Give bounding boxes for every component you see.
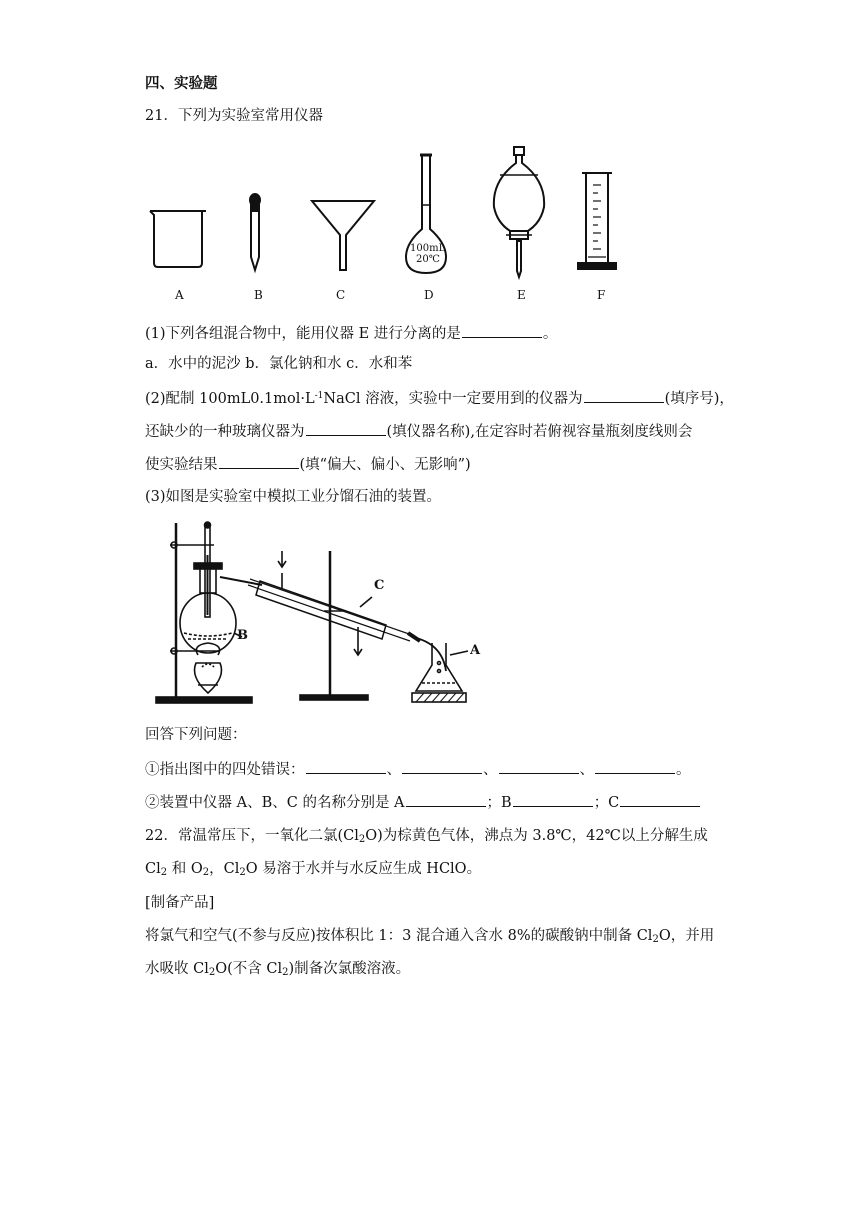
instrument-label-e: E xyxy=(517,288,526,302)
q21-part2-line2: 还缺少的一种玻璃仪器为 (填仪器名称),在定容时若俯视容量瓶刻度线则会 xyxy=(145,421,692,442)
graduated-cylinder-icon xyxy=(578,173,616,269)
answer-blank[interactable] xyxy=(219,454,299,469)
q21-answer2: ②装置中仪器 A、B、C 的名称分别是 A ；B ；C xyxy=(145,792,701,813)
q21-part1: (1)下列各组混合物中，能用仪器 E 进行分离的是 。 xyxy=(145,323,557,344)
q21-part3: (3)如图是实验室中模拟工业分馏石油的装置。 xyxy=(145,489,442,505)
q22-line2: $Cl_2$ 和 $O_2$，$Cl_2O$ 易溶于水并与水反应生成 HClO。 xyxy=(145,861,482,878)
answer-intro: 回答下列问题： xyxy=(145,727,247,743)
answer-blank[interactable] xyxy=(402,759,482,774)
distillation-apparatus-figure xyxy=(150,515,490,710)
q21-intro: 21．下列为实验室常用仪器 xyxy=(145,108,323,124)
section-title: 四、实验题 xyxy=(145,76,218,92)
flask-marking-temp: 20℃ xyxy=(416,254,440,265)
q22-subhead: [制备产品] xyxy=(145,895,215,911)
q21-answer1: ①指出图中的四处错误： 、 、 、 。 xyxy=(145,759,691,780)
answer-blank[interactable] xyxy=(595,759,675,774)
instruments-figure xyxy=(140,145,630,310)
answer-blank[interactable] xyxy=(513,792,593,807)
instrument-label-d: D xyxy=(424,288,434,302)
q22-line4: 水吸收 $Cl_2O$(不含 $Cl_2$)制备次氯酸溶液。 xyxy=(145,961,411,978)
q21-part2-line3: 使实验结果 (填“偏大、偏小、无影响”) xyxy=(145,454,471,475)
instrument-label-b: B xyxy=(254,288,263,302)
answer-blank[interactable] xyxy=(462,323,542,338)
apparatus-label-c: C xyxy=(374,578,385,593)
answer-blank[interactable] xyxy=(306,421,386,436)
separatory-funnel-icon xyxy=(494,147,544,277)
instrument-label-c: C xyxy=(336,288,346,302)
q21-part2-line1: (2)配制 $100mL0.1mol\cdot L^{-1}NaCl$ 溶液，实验中一定要用到的仪器为 (填序号)， xyxy=(145,388,734,409)
q22-line1: 22．常温常压下，一氧化二氯$(Cl_2O)$为棕黄色气体，沸点为 3.8℃，42℃以上分解生成 xyxy=(145,828,708,845)
dropper-icon xyxy=(250,194,260,270)
answer-blank[interactable] xyxy=(620,792,700,807)
apparatus-label-b: B xyxy=(237,628,248,643)
answer-blank[interactable] xyxy=(584,388,664,403)
answer-blank[interactable] xyxy=(306,759,386,774)
answer-blank[interactable] xyxy=(499,759,579,774)
funnel-icon xyxy=(312,201,374,270)
apparatus-label-a: A xyxy=(470,643,481,658)
beaker-icon xyxy=(150,211,206,267)
flask-marking-volume: 100mL xyxy=(410,243,446,254)
instrument-label-f: F xyxy=(597,288,606,302)
q21-part1-options: a．水中的泥沙 b．氯化钠和水 c．水和苯 xyxy=(145,356,413,372)
answer-blank[interactable] xyxy=(406,792,486,807)
instrument-label-a: A xyxy=(175,288,184,302)
q22-line3: 将氯气和空气(不参与反应)按体积比 1：3 混合通入含水 8%的碳酸钠中制备 $Cl_2O$，并用 xyxy=(145,928,715,945)
